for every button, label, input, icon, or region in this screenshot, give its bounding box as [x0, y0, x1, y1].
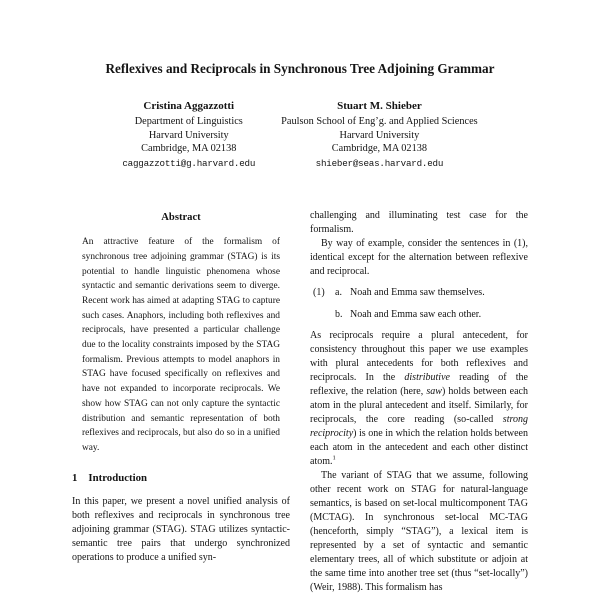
left-column — [72, 209, 290, 595]
author-name: Cristina Aggazzotti — [143, 100, 235, 113]
example-block — [313, 286, 528, 322]
author-affiliation-university: Harvard University — [339, 129, 420, 141]
author-section — [72, 99, 528, 170]
emphasis-strong-reciprocity: strong reciprocity — [310, 413, 528, 439]
section-number: 1 — [72, 471, 78, 484]
author-block-2 — [281, 99, 477, 170]
paragraph-stag-variant: The variant of STAG that we assume, following other recent work on STAG for natural-language semantics, is based on set-local multicomponent TAG (MCTAG). In synchronous set-local MC-TAG (henceforth, simply “STAG”), a lexical item is represented by a set of syntactic and semantic elementary trees, all of which substitute or adjoin at the same time into another tree set (thus “set-locally”) (Weir, 1988). This formalism has — [310, 469, 528, 593]
example-item-label: a. — [335, 286, 342, 298]
paragraph-text: ) holds between each atom in the plural antecedent and itself. Similarly, for reciprocals, the core reading (so-called — [310, 385, 528, 425]
author-affiliation-dept: Department of Linguistics — [134, 115, 243, 127]
abstract-heading: Abstract — [161, 211, 201, 223]
emphasis-saw: saw — [426, 385, 442, 397]
paper-title: Reflexives and Reciprocals in Synchronous Tree Adjoining Grammar — [105, 61, 495, 76]
example-number: (1) — [313, 286, 325, 298]
right-column — [310, 209, 528, 595]
paragraph-text: reading of the reflexive, the relation (here, — [310, 371, 528, 397]
author-email: shieber@seas.harvard.edu — [315, 158, 444, 170]
paragraph-text: As reciprocals require a plural antecedent, for consistency throughout this paper we use examples with plural antecedents for both reflexives and reciprocals. In the — [310, 329, 528, 383]
example-item-label: b. — [335, 308, 343, 320]
example-item-text: Noah and Emma saw each other. — [350, 308, 482, 320]
example-number-spacer — [313, 308, 335, 322]
paragraph-reciprocals — [310, 329, 528, 469]
author-name: Stuart M. Shieber — [337, 100, 422, 113]
author-email: caggazzotti@g.harvard.edu — [122, 158, 256, 170]
example-item-b — [313, 308, 528, 322]
example-item-a — [313, 286, 528, 300]
author-block-1 — [122, 99, 255, 170]
intro-paragraph: In this paper, we present a novel unified analysis of both reflexives and reciprocals in synchronous tree adjoining grammar (STAG). STAG utilizes syntactic-semantic tree pairs that undergo synchronized operations to produce a unified syn- — [72, 495, 290, 563]
author-affiliation-university: Harvard University — [148, 129, 229, 141]
abstract-section — [72, 211, 290, 456]
author-affiliation-address: Cambridge, MA 02138 — [141, 143, 237, 155]
example-item-text: Noah and Emma saw themselves. — [350, 286, 485, 298]
footnote-marker: 1 — [332, 454, 336, 462]
section-title: Introduction — [88, 471, 148, 484]
author-affiliation-address: Cambridge, MA 02138 — [331, 143, 428, 155]
paragraph-continuation: challenging and illuminating test case for the formalism. — [310, 209, 528, 235]
two-column-body — [72, 209, 528, 595]
paragraph-example-intro: By way of example, consider the sentences in (1), identical except for the alternation between reflexive and reciprocal. — [310, 237, 528, 277]
abstract-text: An attractive feature of the formalism of synchronous tree adjoining grammar (STAG) is its potential to handle linguistic phenomena whose syntactic and semantic derivations seem to diverge. Recent work has aimed at adapting STAG to capture such cases. Anaphors, including both reflexives and reciprocals, have presented a particular challenge due to the locality constraints imposed by the STAG formalism. Previous attempts to model anaphors in STAG have focused specifically on reflexives and have not expanded to incorporate reciprocals. We show how STAG can not only capture the syntactic distribution and semantic representation of both reflexives and reciprocals, but also do so in a unified way. — [82, 237, 280, 453]
section-heading-introduction — [72, 471, 290, 486]
emphasis-distributive: distributive — [404, 371, 450, 383]
paragraph-text: ) is one in which the relation holds between each atom in the antecedent and each other distinct atom. — [310, 427, 528, 467]
author-affiliation-dept: Paulson School of Eng’g. and Applied Sciences — [281, 115, 478, 127]
